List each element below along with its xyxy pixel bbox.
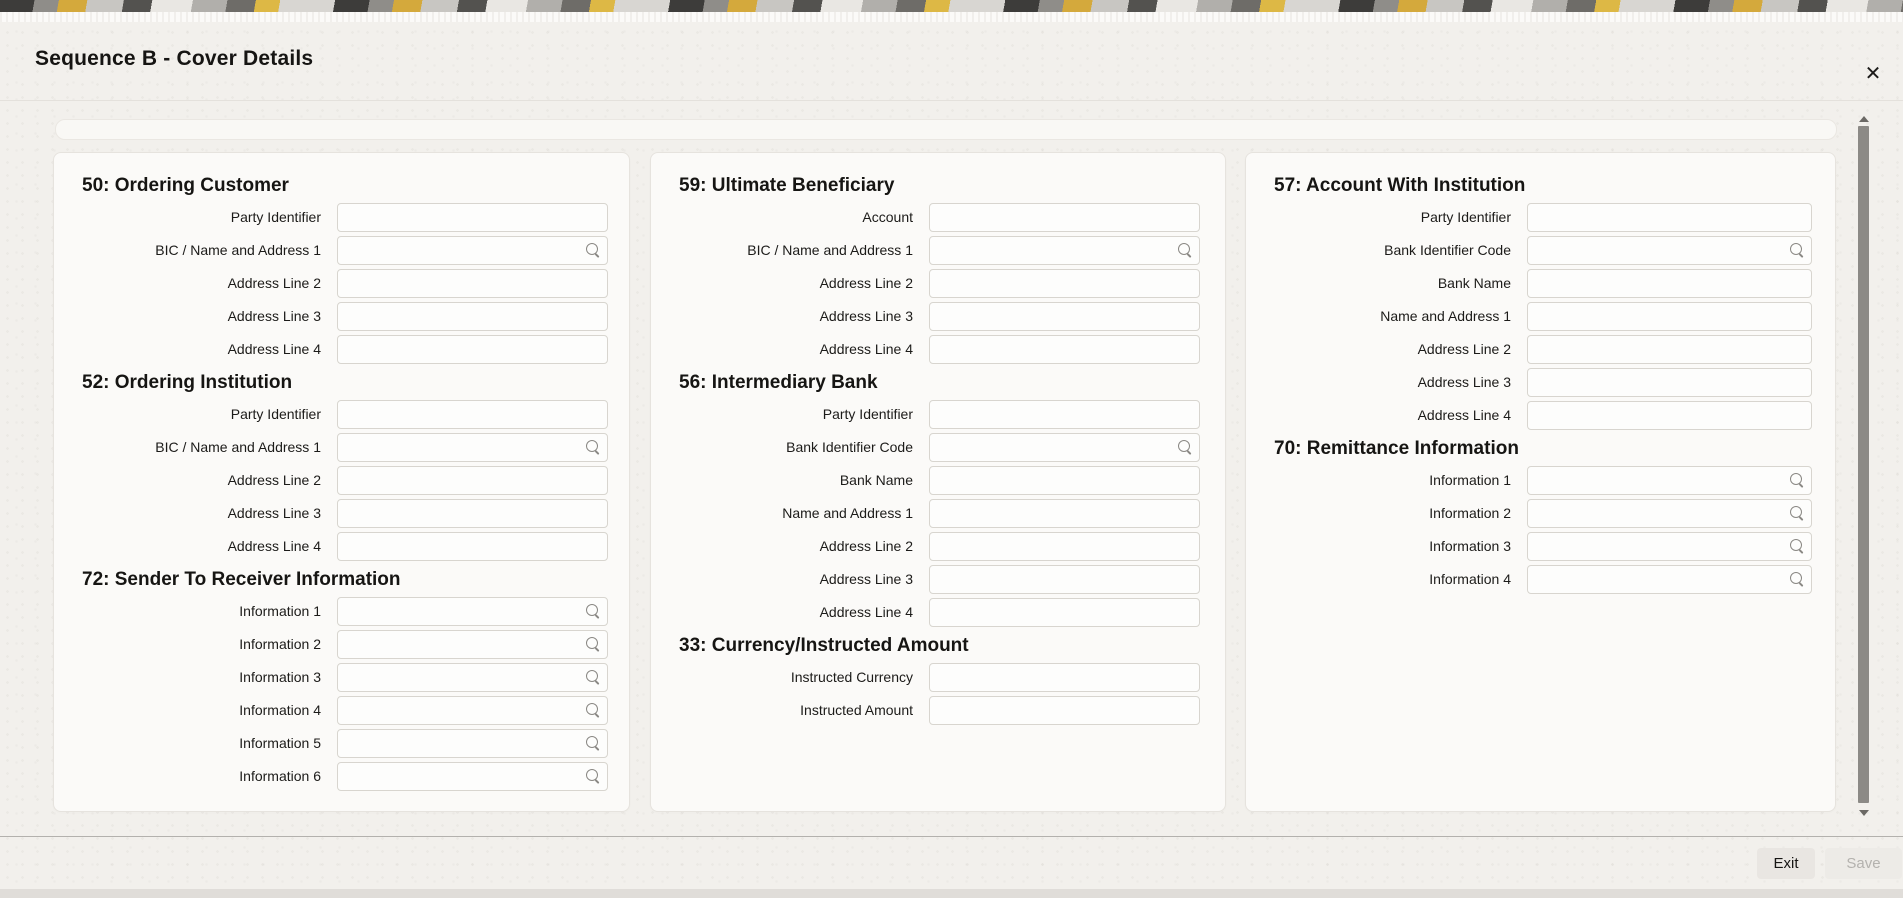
field-row-57-address-line-2 [1246,335,1835,364]
exit-button[interactable]: Exit [1757,848,1815,879]
search-icon[interactable] [586,703,601,718]
input-50-bic-name-and-address-1[interactable] [337,236,608,265]
empty-toolbar-bar [55,119,1837,140]
input-52-address-line-2[interactable] [337,466,608,495]
panel-ordering [53,152,630,812]
panel-account [1245,152,1836,812]
input-56-address-line-2[interactable] [929,532,1200,561]
field-label-72-information-4: Information 4 [239,702,321,718]
field-row-50-address-line-3 [54,302,629,331]
field-label-52-bic-name-and-address-1: BIC / Name and Address 1 [155,439,321,455]
field-label-50-party-identifier: Party Identifier [230,209,321,225]
field-label-72-information-5: Information 5 [239,735,321,751]
field-row-72-information-3 [54,663,629,692]
field-row-57-address-line-3 [1246,368,1835,397]
close-icon: ✕ [1864,62,1882,85]
input-70-information-1[interactable] [1527,466,1812,495]
input-52-party-identifier[interactable] [337,400,608,429]
input-57-name-and-address-1[interactable] [1527,302,1812,331]
search-icon[interactable] [586,440,601,455]
search-icon[interactable] [586,604,601,619]
section-title-33: 33: Currency/Instructed Amount [679,635,969,656]
field-label-72-information-6: Information 6 [239,768,321,784]
search-icon[interactable] [1790,572,1805,587]
field-label-59-account: Account [862,209,913,225]
input-70-information-4[interactable] [1527,565,1812,594]
field-row-56-address-line-2 [651,532,1225,561]
input-57-bank-identifier-code[interactable] [1527,236,1812,265]
field-row-52-bic-name-and-address-1 [54,433,629,462]
input-56-name-and-address-1[interactable] [929,499,1200,528]
field-row-59-address-line-2 [651,269,1225,298]
bottom-edge-strip [0,889,1903,898]
input-52-bic-name-and-address-1[interactable] [337,433,608,462]
field-row-33-instructed-amount [651,696,1225,725]
input-56-address-line-4[interactable] [929,598,1200,627]
search-icon[interactable] [1790,506,1805,521]
section-title-70: 70: Remittance Information [1274,438,1519,459]
page-title: Sequence B - Cover Details [35,47,314,70]
input-50-address-line-4[interactable] [337,335,608,364]
section-title-59: 59: Ultimate Beneficiary [679,175,895,196]
section-title-72: 72: Sender To Receiver Information [82,569,401,590]
field-row-70-information-1 [1246,466,1835,495]
scroll-up-icon[interactable] [1859,116,1869,122]
field-label-50-address-line-2: Address Line 2 [227,275,321,291]
field-label-59-address-line-4: Address Line 4 [819,341,913,357]
input-70-information-3[interactable] [1527,532,1812,561]
field-row-56-address-line-3 [651,565,1225,594]
field-label-59-bic-name-and-address-1: BIC / Name and Address 1 [747,242,913,258]
search-icon[interactable] [586,243,601,258]
field-label-50-bic-name-and-address-1: BIC / Name and Address 1 [155,242,321,258]
field-label-56-bank-identifier-code: Bank Identifier Code [786,439,913,455]
field-label-72-information-1: Information 1 [239,603,321,619]
field-row-70-information-4 [1246,565,1835,594]
field-row-56-bank-identifier-code [651,433,1225,462]
field-row-72-information-1 [54,597,629,626]
input-59-address-line-3[interactable] [929,302,1200,331]
field-label-56-address-line-4: Address Line 4 [819,604,913,620]
input-33-instructed-amount[interactable] [929,696,1200,725]
field-row-50-address-line-2 [54,269,629,298]
scroll-down-icon[interactable] [1859,810,1869,816]
input-57-address-line-4[interactable] [1527,401,1812,430]
input-72-information-3[interactable] [337,663,608,692]
field-label-56-address-line-2: Address Line 2 [819,538,913,554]
field-row-57-bank-identifier-code [1246,236,1835,265]
input-50-party-identifier[interactable] [337,203,608,232]
field-label-33-instructed-amount: Instructed Amount [800,702,913,718]
footer-divider [0,836,1903,837]
field-row-70-information-3 [1246,532,1835,561]
search-icon[interactable] [1178,440,1193,455]
input-50-address-line-2[interactable] [337,269,608,298]
field-row-56-bank-name [651,466,1225,495]
field-label-52-address-line-4: Address Line 4 [227,538,321,554]
search-icon[interactable] [1790,539,1805,554]
field-label-52-party-identifier: Party Identifier [230,406,321,422]
field-row-57-name-and-address-1 [1246,302,1835,331]
input-57-bank-name[interactable] [1527,269,1812,298]
input-59-bic-name-and-address-1[interactable] [929,236,1200,265]
field-row-52-address-line-3 [54,499,629,528]
section-title-56: 56: Intermediary Bank [679,372,878,393]
field-row-56-party-identifier [651,400,1225,429]
input-72-information-4[interactable] [337,696,608,725]
input-72-information-6[interactable] [337,762,608,791]
field-row-52-party-identifier [54,400,629,429]
input-56-address-line-3[interactable] [929,565,1200,594]
field-label-70-information-1: Information 1 [1429,472,1511,488]
field-row-59-account [651,203,1225,232]
field-row-52-address-line-4 [54,532,629,561]
field-label-57-bank-identifier-code: Bank Identifier Code [1384,242,1511,258]
field-label-59-address-line-3: Address Line 3 [819,308,913,324]
input-33-instructed-currency[interactable] [929,663,1200,692]
field-row-50-address-line-4 [54,335,629,364]
close-button[interactable] [1860,60,1886,86]
input-72-information-2[interactable] [337,630,608,659]
field-label-50-address-line-4: Address Line 4 [227,341,321,357]
field-label-33-instructed-currency: Instructed Currency [790,669,913,685]
field-label-52-address-line-2: Address Line 2 [227,472,321,488]
input-70-information-2[interactable] [1527,499,1812,528]
field-row-56-name-and-address-1 [651,499,1225,528]
field-row-57-address-line-4 [1246,401,1835,430]
field-label-57-bank-name: Bank Name [1437,275,1511,291]
field-row-70-information-2 [1246,499,1835,528]
search-icon[interactable] [586,637,601,652]
search-icon[interactable] [1178,243,1193,258]
field-label-72-information-3: Information 3 [239,669,321,685]
field-label-70-information-3: Information 3 [1429,538,1511,554]
search-icon[interactable] [586,670,601,685]
field-label-52-address-line-3: Address Line 3 [227,505,321,521]
field-row-57-party-identifier [1246,203,1835,232]
search-icon[interactable] [1790,243,1805,258]
search-icon[interactable] [1790,473,1805,488]
field-row-33-instructed-currency [651,663,1225,692]
panel-beneficiary [650,152,1226,812]
field-label-50-address-line-3: Address Line 3 [227,308,321,324]
decorative-substrip [0,12,1903,22]
search-icon[interactable] [586,736,601,751]
section-title-57: 57: Account With Institution [1274,175,1526,196]
title-divider [0,100,1903,101]
field-row-72-information-4 [54,696,629,725]
field-row-57-bank-name [1246,269,1835,298]
section-title-50: 50: Ordering Customer [82,175,289,196]
field-row-72-information-2 [54,630,629,659]
field-label-56-address-line-3: Address Line 3 [819,571,913,587]
field-label-70-information-2: Information 2 [1429,505,1511,521]
field-label-56-name-and-address-1: Name and Address 1 [782,505,913,521]
field-label-57-address-line-4: Address Line 4 [1417,407,1511,423]
field-row-59-address-line-4 [651,335,1225,364]
field-row-52-address-line-2 [54,466,629,495]
field-label-57-party-identifier: Party Identifier [1420,209,1511,225]
input-59-address-line-2[interactable] [929,269,1200,298]
section-title-52: 52: Ordering Institution [82,372,293,393]
search-icon[interactable] [586,769,601,784]
field-label-57-name-and-address-1: Name and Address 1 [1380,308,1511,324]
input-59-account[interactable] [929,203,1200,232]
input-59-address-line-4[interactable] [929,335,1200,364]
field-row-50-party-identifier [54,203,629,232]
field-label-57-address-line-3: Address Line 3 [1417,374,1511,390]
input-56-party-identifier[interactable] [929,400,1200,429]
scrollbar-thumb[interactable] [1858,126,1869,803]
field-label-70-information-4: Information 4 [1429,571,1511,587]
field-row-59-address-line-3 [651,302,1225,331]
input-56-bank-name[interactable] [929,466,1200,495]
field-label-56-bank-name: Bank Name [839,472,913,488]
vertical-scrollbar[interactable] [1856,112,1871,824]
field-label-72-information-2: Information 2 [239,636,321,652]
field-label-56-party-identifier: Party Identifier [822,406,913,422]
field-row-72-information-5 [54,729,629,758]
field-label-59-address-line-2: Address Line 2 [819,275,913,291]
field-row-59-bic-name-and-address-1 [651,236,1225,265]
input-56-bank-identifier-code[interactable] [929,433,1200,462]
input-72-information-1[interactable] [337,597,608,626]
input-52-address-line-3[interactable] [337,499,608,528]
input-57-address-line-3[interactable] [1527,368,1812,397]
field-row-72-information-6 [54,762,629,791]
decorative-camo-strip [0,0,1903,12]
input-50-address-line-3[interactable] [337,302,608,331]
field-label-57-address-line-2: Address Line 2 [1417,341,1511,357]
field-row-50-bic-name-and-address-1 [54,236,629,265]
input-52-address-line-4[interactable] [337,532,608,561]
input-57-party-identifier[interactable] [1527,203,1812,232]
field-row-56-address-line-4 [651,598,1225,627]
input-57-address-line-2[interactable] [1527,335,1812,364]
input-72-information-5[interactable] [337,729,608,758]
save-button[interactable]: Save [1825,848,1902,879]
